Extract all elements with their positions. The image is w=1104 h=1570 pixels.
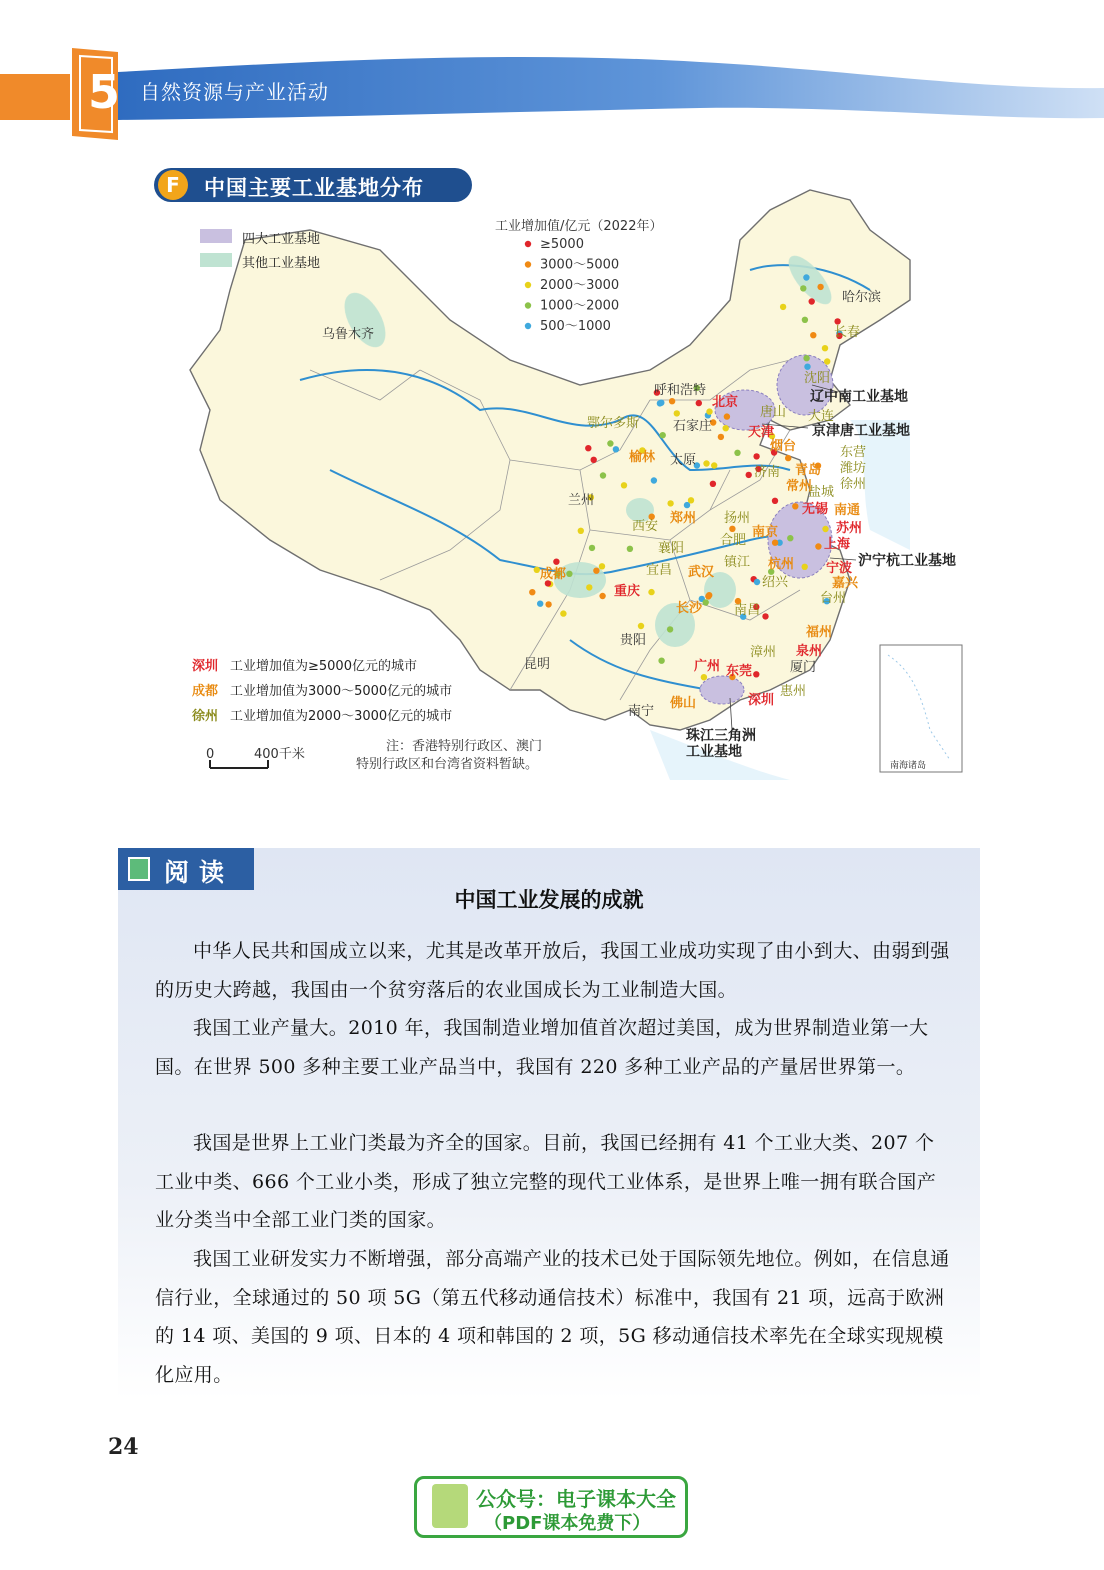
city-dot <box>586 584 592 590</box>
city-dot <box>804 364 810 370</box>
value-legend-dot <box>525 282 531 288</box>
city-fuzhou: 福州 <box>806 625 833 640</box>
city-dot <box>815 543 821 549</box>
city-zhengzhou: 郑州 <box>670 511 697 526</box>
city-urumqi: 乌鲁木齐 <box>322 327 375 342</box>
city-xian: 西安 <box>632 519 659 534</box>
city-legend-sample-3: 徐州 <box>192 709 219 724</box>
city-shaoxing: 绍兴 <box>762 575 789 590</box>
city-legend-text-1: 工业增加值为≥5000亿元的城市 <box>230 659 417 674</box>
book-icon <box>128 857 150 881</box>
city-shenzhen: 深圳 <box>748 693 775 708</box>
city-guangzhou: 广州 <box>694 659 721 674</box>
city-dot <box>589 545 595 551</box>
city-dot <box>753 671 759 677</box>
city-taizhou: 台州 <box>820 591 847 606</box>
city-dot <box>537 601 543 607</box>
city-suzhou: 苏州 <box>836 521 863 536</box>
city-yancheng: 盐城 <box>808 485 835 500</box>
city-hangzhou: 杭州 <box>768 557 795 572</box>
city-dot <box>800 285 806 291</box>
city-dot <box>667 626 673 632</box>
city-dot <box>648 589 654 595</box>
city-dot <box>599 563 605 569</box>
value-legend-label: 1000～2000 <box>540 298 620 314</box>
city-beijing: 北京 <box>712 395 739 410</box>
city-zhangzhou: 漳州 <box>750 645 777 660</box>
inset-label: 南海诸岛 <box>890 761 927 771</box>
city-dot <box>701 674 707 680</box>
south-china-sea-inset <box>880 645 962 772</box>
city-dot <box>834 318 840 324</box>
city-dot <box>734 450 740 456</box>
city-dot <box>566 571 572 577</box>
city-kunming: 昆明 <box>524 657 551 672</box>
city-dot <box>553 559 559 565</box>
city-dot <box>787 535 793 541</box>
legend-four-major: 四大工业基地 <box>242 232 321 247</box>
city-dot <box>696 400 702 406</box>
city-dot <box>667 500 673 506</box>
city-dot <box>772 540 778 546</box>
value-legend-label: ≥5000 <box>540 237 584 252</box>
map-note-line1: 注：香港特别行政区、澳门 <box>386 739 543 754</box>
value-legend-dot <box>525 261 531 267</box>
reading-paragraph-2: 我国工业产量大。2010 年，我国制造业增加值首次超过美国，成为世界制造业第一大国。在世界 500 多种主要工业产品当中，我国有 220 多种工业产品的产量居世界第一。 <box>155 1017 929 1078</box>
city-weifang: 潍坊 <box>840 461 867 476</box>
label-jingjintang: 京津唐工业基地 <box>812 423 910 439</box>
city-dot <box>529 589 535 595</box>
city-shenyang: 沈阳 <box>804 371 831 386</box>
value-legend-label: 500～1000 <box>540 319 611 334</box>
city-xiamen: 厦门 <box>790 660 817 675</box>
city-dot <box>803 274 809 280</box>
city-dot <box>684 502 690 508</box>
city-yantai: 烟台 <box>770 439 797 454</box>
city-dot <box>711 462 717 468</box>
city-dot <box>545 601 551 607</box>
city-dot <box>803 355 809 361</box>
city-yulin: 榆林 <box>629 450 656 465</box>
city-dot <box>578 528 584 534</box>
city-dot <box>780 304 786 310</box>
city-dot <box>809 298 815 304</box>
city-hefei: 合肥 <box>720 533 747 548</box>
city-dot <box>705 593 711 599</box>
city-dot <box>703 599 709 605</box>
value-legend-dot <box>525 241 531 247</box>
chapter-title: 自然资源与产业活动 <box>140 80 329 104</box>
city-changzhou: 常州 <box>786 479 813 494</box>
city-shanghai: 上海 <box>824 537 851 552</box>
label-zhujiang-2: 工业基地 <box>686 744 742 760</box>
city-nantong: 南通 <box>834 503 861 518</box>
city-dot <box>703 460 709 466</box>
city-dot <box>638 623 644 629</box>
city-changchun: 长春 <box>834 325 861 340</box>
city-dot <box>792 503 798 509</box>
city-dot <box>772 498 778 504</box>
city-dot <box>669 398 675 404</box>
city-dot <box>674 410 680 416</box>
city-dot <box>600 472 606 478</box>
city-nanchang: 南昌 <box>734 603 761 618</box>
city-dot <box>729 526 735 532</box>
city-xuzhou: 徐州 <box>840 477 867 492</box>
value-legend-title: 工业增加值/亿元（2022年） <box>495 219 663 234</box>
city-dot <box>822 526 828 532</box>
value-legend-dot <box>525 323 531 329</box>
label-liaozhongnan: 辽中南工业基地 <box>810 389 908 405</box>
watermark-line1: 公众号：电子课本大全 <box>476 1487 676 1511</box>
city-dot <box>593 568 599 574</box>
reading-title: 中国工业发展的成就 <box>454 888 644 912</box>
city-legend-text-3: 工业增加值为2000～3000亿元的城市 <box>230 709 453 724</box>
city-dongying: 东营 <box>840 445 867 460</box>
label-zhujiang-1: 珠江三角洲 <box>686 728 756 744</box>
city-changsha: 长沙 <box>676 601 703 616</box>
city-ningbo: 宁波 <box>826 561 853 576</box>
map-note-line2: 特别行政区和台湾省资料暂缺。 <box>356 757 539 772</box>
city-dot <box>585 445 591 451</box>
city-xiangyang: 襄阳 <box>658 541 685 556</box>
city-dot <box>785 455 791 461</box>
city-dot <box>658 400 664 406</box>
map-title: 中国主要工业基地分布 <box>204 176 424 200</box>
city-dot <box>723 425 729 431</box>
city-yichang: 宜昌 <box>646 563 673 578</box>
map-section-letter: F <box>158 170 188 200</box>
city-hohhot: 呼和浩特 <box>654 383 707 398</box>
value-legend <box>525 237 619 334</box>
city-dalian: 大连 <box>808 409 835 424</box>
legend-other: 其他工业基地 <box>242 256 321 271</box>
city-dot <box>613 446 619 452</box>
zhujiang-base-area <box>700 676 744 704</box>
city-dot <box>660 432 666 438</box>
city-yangzhou: 扬州 <box>724 511 751 526</box>
city-dot <box>710 481 716 487</box>
city-dot <box>822 345 828 351</box>
city-nanjing: 南京 <box>752 525 779 540</box>
city-nanning: 南宁 <box>628 704 655 719</box>
label-huningheng: 沪宁杭工业基地 <box>858 553 956 569</box>
reading-paragraph-4: 我国工业研发实力不断增强，部分高端产业的技术已处于国际领先地位。例如，在信息通信行业，全球通过的 50 项 5G（第五代移动通信技术）标准中，我国有 21 项，远高于欧洲的 14 项、美国的 9 项、日本的 4 项和韩国的 2 项，5G 移动通信技术率先在全球实现规模化应用。 <box>155 1248 950 1386</box>
city-legend-sample-2: 成都 <box>192 684 219 699</box>
city-tangshan: 唐山 <box>760 405 787 420</box>
city-dot <box>810 332 816 338</box>
city-jiaxing: 嘉兴 <box>832 576 859 591</box>
city-guiyang: 贵阳 <box>620 633 647 648</box>
reading-tab-label: 阅读 <box>164 858 235 887</box>
city-chengdu: 成都 <box>540 567 567 582</box>
city-legend-text-2: 工业增加值为3000～5000亿元的城市 <box>230 684 453 699</box>
city-wuhan: 武汉 <box>688 565 715 580</box>
city-shijiazhuang: 石家庄 <box>673 419 713 434</box>
city-qingdao: 青岛 <box>795 463 822 478</box>
city-dot <box>824 358 830 364</box>
city-foshan: 佛山 <box>670 696 697 711</box>
watermark-line2: （PDF课本免费下） <box>484 1513 651 1534</box>
city-chongqing: 重庆 <box>614 584 641 599</box>
city-dot <box>621 482 627 488</box>
city-ordos: 鄂尔多斯 <box>587 416 640 431</box>
city-dot <box>607 440 613 446</box>
city-legend-sample-1: 深圳 <box>192 659 219 674</box>
city-tianjin: 天津 <box>748 425 775 440</box>
page-number: 24 <box>108 1434 139 1460</box>
value-legend-label: 2000～3000 <box>540 278 620 293</box>
chapter-number: 5 <box>87 65 120 119</box>
reading-paragraph-1: 中华人民共和国成立以来，尤其是改革开放后，我国工业成功实现了由小到大、由弱到强的历史大跨越，我国由一个贫穷落后的农业国成长为工业制造大国。 <box>155 940 950 1001</box>
city-dongguan: 东莞 <box>726 664 753 679</box>
scale-zero: 0 <box>206 747 215 762</box>
city-dot <box>762 613 768 619</box>
city-wuxi: 无锡 <box>802 502 829 517</box>
city-zhenjiang: 镇江 <box>724 555 751 570</box>
reading-paragraph-3: 我国是世界上工业门类最为齐全的国家。目前，我国已经拥有 41 个工业大类、207 个工业中类、666 个工业小类，形成了独立完整的现代工业体系，是世界上唯一拥有联合国产业分类当中全部工业门类的国家。 <box>155 1132 937 1232</box>
city-dot <box>658 658 664 664</box>
city-dot <box>754 579 760 585</box>
city-huizhou: 惠州 <box>780 684 807 699</box>
city-taiyuan: 太原 <box>670 453 697 468</box>
value-legend-dot <box>525 302 531 308</box>
legend-swatch-four-major <box>200 229 232 243</box>
city-dot <box>802 317 808 323</box>
city-harbin: 哈尔滨 <box>842 290 882 305</box>
city-jinan: 济南 <box>754 465 781 480</box>
city-quanzhou: 泉州 <box>796 644 823 659</box>
city-dot <box>746 472 752 478</box>
city-dot <box>560 610 566 616</box>
city-dot <box>753 453 759 459</box>
city-dot <box>724 413 730 419</box>
book-logo-icon <box>432 1484 468 1528</box>
value-legend-label: 3000～5000 <box>540 257 620 273</box>
city-dot <box>599 593 605 599</box>
city-dot <box>627 546 633 552</box>
city-dot <box>651 477 657 483</box>
city-dot <box>802 564 808 570</box>
city-dot <box>817 284 823 290</box>
city-dot <box>718 434 724 440</box>
city-lanzhou: 兰州 <box>568 493 595 508</box>
city-dot <box>591 457 597 463</box>
scale-label: 400千米 <box>254 747 305 762</box>
legend-swatch-other <box>200 253 232 267</box>
